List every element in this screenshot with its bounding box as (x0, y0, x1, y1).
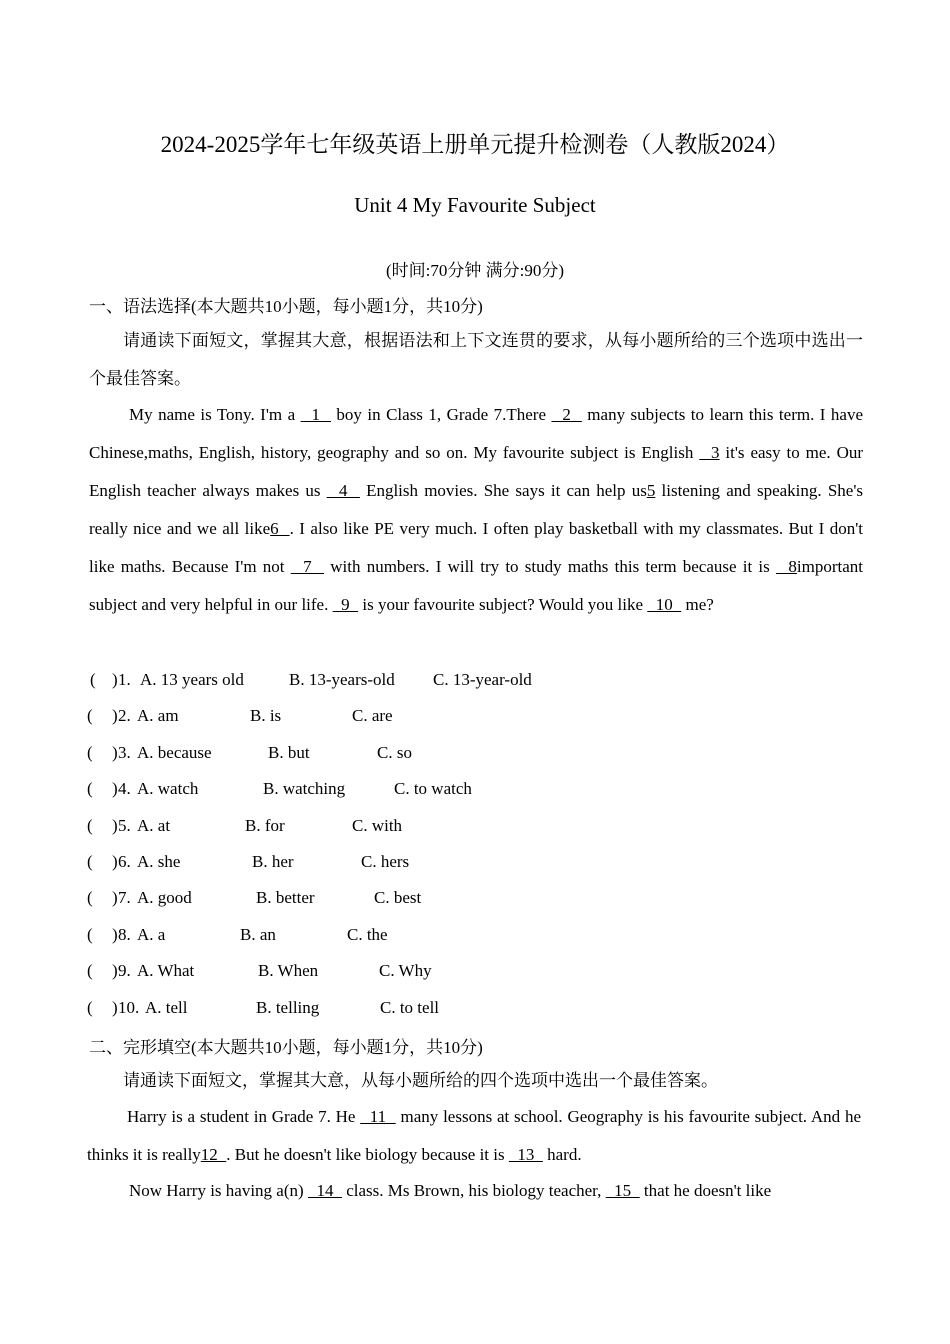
section-1-heading: 一、语法选择(本大题共10小题，每小题1分，共10分) (89, 297, 483, 316)
passage-text: English movies. She says it can help us (359, 481, 647, 500)
blank-marker: 10 (647, 595, 682, 614)
answer-paren-open[interactable]: ( (87, 924, 93, 944)
option-b: B. watching (263, 779, 346, 799)
section-2-passage-2 (89, 1172, 863, 1210)
option-c: C. to watch (394, 779, 472, 799)
question-number: 1. (118, 670, 131, 689)
option-a: A. good (137, 888, 192, 908)
answer-paren-close: ) (112, 961, 118, 981)
blank-marker: 11 (360, 1107, 396, 1126)
answer-paren-close: ) (112, 742, 118, 762)
passage-text: it's easy to me. Our English teacher always makes us (89, 443, 864, 500)
option-b: B. 13-years-old (289, 670, 395, 689)
option-c: C. Why (379, 961, 432, 981)
passage-text: class. Ms Brown, his biology teacher, (341, 1181, 606, 1200)
passage-text: . I also like PE very much. I often play basketball with my classmates. But I don't like maths. Because I'm not (89, 519, 863, 576)
blank-marker: 8 (775, 557, 797, 576)
passage-text: with numbers. I will try to study maths this term because it is (324, 557, 776, 576)
option-b: B. for (245, 815, 285, 835)
unit-subtitle: Unit 4 My Favourite Subject (354, 193, 596, 217)
answer-paren-close: ) (112, 997, 118, 1017)
blank-marker: 5 (646, 481, 656, 500)
answer-paren-open[interactable]: ( (90, 670, 96, 689)
option-a: A. am (137, 706, 179, 726)
option-a: A. What (137, 961, 195, 981)
section-2-passage-1 (87, 1098, 861, 1174)
question-number: 8. (118, 924, 131, 944)
passage-text: Harry is a student in Grade 7. He (127, 1107, 361, 1126)
option-c: C. are (352, 706, 393, 726)
answer-paren-close: ) (112, 670, 118, 689)
option-b: B. but (268, 742, 310, 762)
option-a: A. because (137, 742, 212, 762)
answer-paren-close: ) (112, 852, 118, 871)
option-c: C. to tell (380, 997, 440, 1017)
question-number: 5. (118, 815, 131, 835)
option-c: C. hers (361, 852, 410, 871)
option-c: C. the (347, 924, 388, 944)
question-number: 3. (118, 742, 131, 762)
answer-paren-open[interactable]: ( (87, 997, 93, 1017)
exam-meta: (时间:70分钟 满分:90分) (385, 261, 565, 280)
option-b: B. an (240, 924, 276, 944)
question-number: 9. (118, 961, 131, 981)
answer-paren-open[interactable]: ( (87, 852, 93, 871)
passage-text: boy in Class 1, Grade 7.There (330, 405, 552, 424)
question-number: 2. (118, 706, 131, 726)
option-b: B. better (256, 888, 315, 908)
blank-marker: 12 (200, 1145, 227, 1164)
passage-text: important subject and very helpful in our life. (89, 557, 864, 614)
section-1-passage (89, 396, 863, 624)
option-c: C. with (352, 815, 403, 835)
blank-marker: 13 (508, 1145, 543, 1164)
answer-paren-close: ) (112, 779, 118, 799)
option-a: A. she (137, 852, 181, 871)
option-a: A. a (137, 924, 166, 944)
section-1-instruction: 请通读下面短文，掌握其大意，根据语法和上下文连贯的要求，从每小题所给的三个选项中选出一个最佳答案。 (89, 331, 863, 388)
option-c: C. so (377, 742, 412, 762)
question-number: 7. (118, 888, 131, 908)
passage-text: listening and speaking. She's really nice and we all like (89, 481, 864, 538)
passage-text: . But he doesn't like biology because it is (226, 1145, 509, 1164)
blank-marker: 15 (605, 1181, 640, 1200)
passage-text: hard. (542, 1145, 582, 1164)
option-c: C. best (374, 888, 422, 908)
answer-paren-close: ) (112, 815, 118, 835)
blank-marker: 6 (270, 519, 290, 538)
answer-paren-close: ) (112, 924, 118, 944)
question-number: 4. (118, 779, 131, 799)
passage-text: many lessons at school. Geography is his favourite subject. And he thinks it is really (87, 1107, 862, 1164)
answer-paren-close: ) (112, 888, 118, 908)
passage-text: Now Harry is having a(n) (129, 1181, 308, 1200)
section-2-heading: 二、完形填空(本大题共10小题，每小题1分，共10分) (89, 1038, 483, 1057)
option-a: A. at (137, 815, 171, 835)
passage-text: My name is Tony. I'm a (129, 405, 301, 424)
blank-marker: 14 (307, 1181, 342, 1200)
passage-text: many subjects to learn this term. I have Chinese,maths, English, history, geography and so on. My favourite subject is English (89, 405, 864, 462)
passage-text: is your favourite subject? Would you like (358, 595, 648, 614)
blank-marker: 2 (551, 405, 582, 424)
passage-text: me? (681, 595, 714, 614)
blank-marker: 3 (699, 443, 720, 462)
option-b: B. telling (256, 997, 320, 1017)
blank-marker: 1 (300, 405, 331, 424)
option-a: A. watch (137, 779, 199, 799)
answer-paren-open[interactable]: ( (87, 888, 93, 908)
page-title: 2024-2025学年七年级英语上册单元提升检测卷（人教版2024） (160, 132, 790, 157)
answer-paren-open[interactable]: ( (87, 815, 93, 835)
answer-paren-open[interactable]: ( (87, 706, 93, 726)
option-b: B. is (250, 706, 282, 726)
option-c: C. 13-year-old (433, 670, 532, 689)
answer-paren-open[interactable]: ( (87, 742, 93, 762)
option-a: A. 13 years old (140, 670, 244, 689)
option-b: B. her (252, 852, 294, 871)
option-a: A. tell (145, 997, 188, 1017)
passage-text: that he doesn't like (639, 1181, 772, 1200)
answer-paren-close: ) (112, 706, 118, 726)
blank-marker: 4 (326, 481, 360, 500)
question-number: 10. (118, 997, 140, 1017)
question-number: 6. (118, 852, 131, 871)
option-b: B. When (258, 961, 319, 981)
answer-paren-open[interactable]: ( (87, 961, 93, 981)
blank-marker: 9 (332, 595, 359, 614)
section-2-instruction: 请通读下面短文，掌握其大意，从每小题所给的四个选项中选出一个最佳答案。 (123, 1071, 718, 1090)
blank-marker: 7 (290, 557, 325, 576)
answer-paren-open[interactable]: ( (87, 779, 93, 799)
